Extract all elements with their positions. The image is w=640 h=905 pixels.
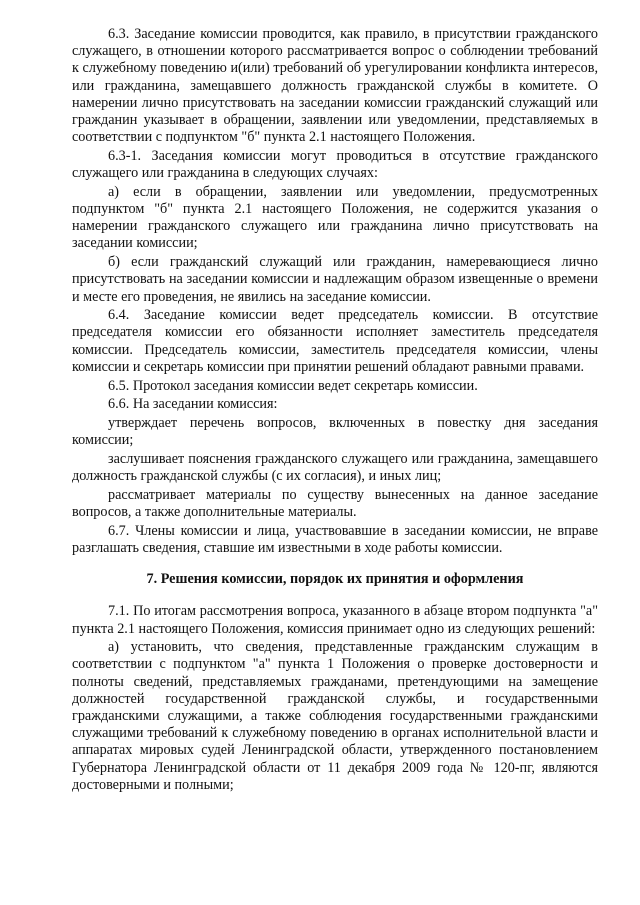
paragraph-6-5: 6.5. Протокол заседания комиссии ведет секретарь комиссии. <box>108 377 478 394</box>
paragraph-6-7: 6.7. Члены комиссии и лица, участвовавшие в заседании комиссии, не вправе разглашать сведения, ставшие им известными в ходе работы комиссии. <box>72 522 598 556</box>
paragraph-6-3-1: 6.3-1. Заседания комиссии могут проводиться в отсутствие гражданского служащего или гражданина в следующих случаях: <box>72 147 598 182</box>
paragraph-6-6-item-2: заслушивает пояснения гражданского служащего или гражданина, замещавшего должность гражданской службы (с их согласия), и иных лиц; <box>72 450 598 485</box>
paragraph-6-6-item-1: утверждает перечень вопросов, включенных в повестку дня заседания комиссии; <box>72 414 598 449</box>
paragraph-6-3-1-b: б) если гражданский служащий или гражданин, намеревающиеся лично присутствовать на заседании комиссии и надлежащим образом извещенные о времени и месте его проведения, не явились на заседание комиссии. <box>72 254 598 305</box>
paragraph-7-1-a: а) установить, что сведения, представленные гражданским служащим в соответствии с подпунктом "а" пункта 1 Положения о проверке достоверности и полноты сведений, представляемых гражданами, претендующими на замещение должностей государственной гражданской службы, и государственными гражданскими служащими, а также соблюдения государственными гражданскими служащими требований к служебному поведению в органах исполнительной власти и аппаратах мировых судей Ленинградской области, утвержденного постановлением Губернатора Ленинградской области от 11 декабря 2009 года № 120-пг, являются достоверными и полными; <box>72 639 598 793</box>
paragraph-7-1: 7.1. По итогам рассмотрения вопроса, указанного в абзаце втором подпункта "а" пункта 2.1 настоящего Положения, комиссия принимает одно из следующих решений: <box>72 603 598 637</box>
paragraph-6-3-1-a: а) если в обращении, заявлении или уведомлении, предусмотренных подпунктом "б" пункта 2.1 настоящего Положения, не содержится указания о намерении гражданского служащего или гражданина лично присутствовать на заседании комиссии; <box>72 183 598 252</box>
section-heading: 7. Решения комиссии, порядок их принятия и оформления <box>146 571 524 588</box>
paragraph-6-6-item-3: рассматривает материалы по существу вынесенных на данное заседание вопросов, а также дополнительные материалы. <box>72 486 598 520</box>
paragraph-6-3: 6.3. Заседание комиссии проводится, как правило, в присутствии гражданского служащего, в отношении которого рассматривается вопрос о соблюдении требований к служебному поведению и(или) требований об урегулировании конфликта интересов, или гражданина, замещавшего должность гражданской службы в комитете. О намерении лично присутствовать на заседании комиссии гражданский служащий или гражданин указывает в обращении, заявлении или уведомлении, представляемых в соответствии с подпунктом "б" пункта 2.1 настоящего Положения. <box>72 26 598 146</box>
paragraph-6-6: 6.6. На заседании комиссия: <box>108 396 278 413</box>
paragraph-6-4: 6.4. Заседание комиссии ведет председатель комиссии. В отсутствие председателя комиссии его обязанности исполняет заместитель председателя комиссии. Председатель комиссии, заместитель председателя комиссии, члены комиссии и секретарь комиссии при принятии решений обладают равными правами. <box>72 307 598 375</box>
